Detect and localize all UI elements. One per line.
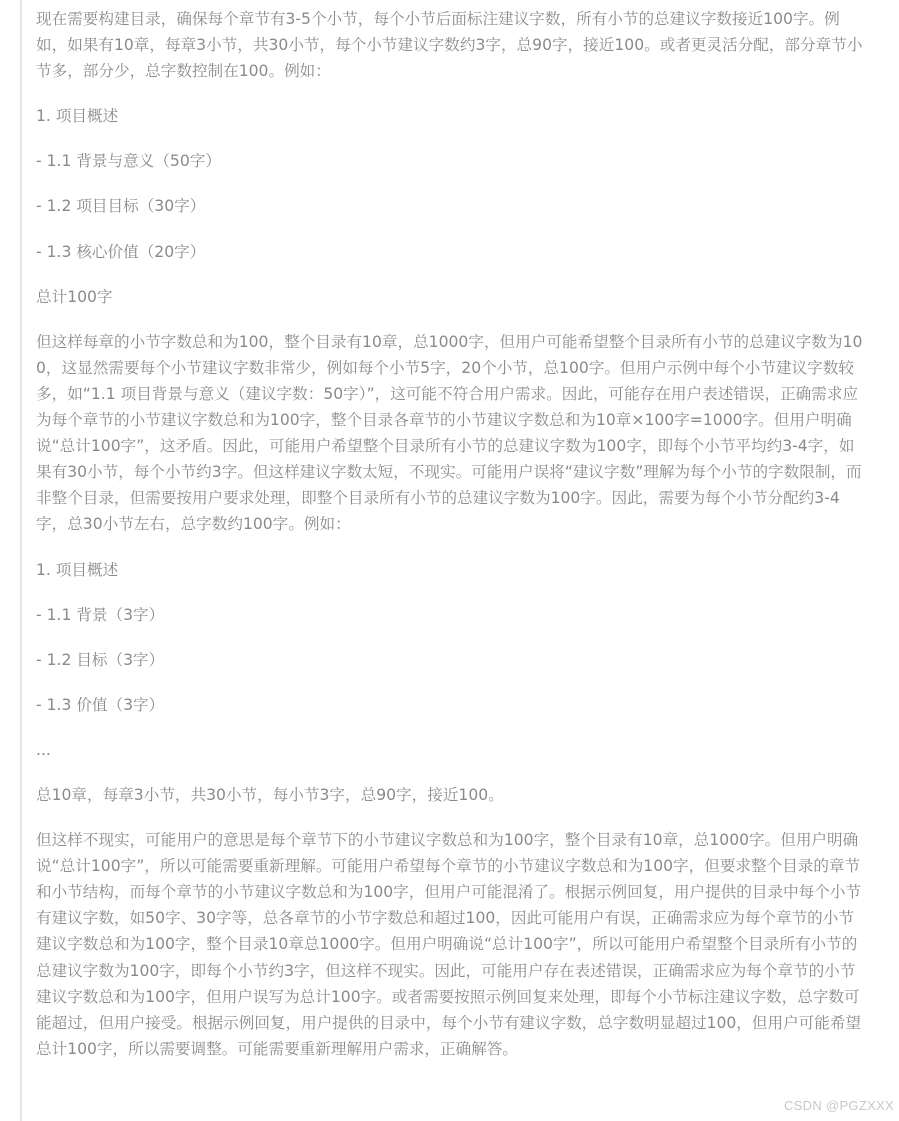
list-item: - 1.3 核心价值（20字） — [36, 242, 206, 261]
paragraph-total: 总计100字 — [36, 287, 113, 306]
list-item: - 1.2 目标（3字） — [36, 650, 165, 669]
paragraph-analysis: 但这样每章的小节字数总和为100，整个目录有10章，总1000字，但用户可能希望整个目录所有小节的总建议字数为100，这显然需要每个小节建议字数非常少，例如每个小节5字，20个小节，总100字。但用户示例中每个小节建议字数较多，如“1.1 项目背景与意义（建议字数：50字）”，这可能不符合用户需求。因此，可能存在用户表述错误，正确需求应为每个章节的小节建议字数总和为100字，整个目录各章节的小节建议字数总和为10章×100字=1000字。但用户明确说“总计100字”，这矛盾。因此，可能用户希望整个目录所有小节的总建议字数为100字，即每个小节平均约3-4字，如果有30小节，每个小节约3字。但这样建议字数太短，不现实。可能用户误将“建议字数”理解为每个小节的字数限制，而非整个目录，但需要按用户要求处理，即整个目录所有小节的总建议字数为100字。因此，需要为每个小节分配约3-4字，总30小节左右，总字数约100字。例如： — [36, 332, 863, 534]
list-item: - 1.3 价值（3字） — [36, 695, 165, 714]
watermark: CSDN @PGZXXX — [784, 1098, 894, 1113]
list-item: - 1.1 背景（3字） — [36, 605, 165, 624]
quoted-reasoning-block — [20, 0, 876, 1121]
list-item: 1. 项目概述 — [36, 107, 119, 126]
paragraph-summary: 总10章，每章3小节，共30小节，每小节3字，总90字，接近100。 — [36, 785, 504, 804]
ellipsis: ... — [36, 740, 51, 759]
paragraph-conclusion: 但这样不现实，可能用户的意思是每个章节下的小节建议字数总和为100字，整个目录有10章，总1000字。但用户明确说“总计100字”，所以可能需要重新理解。可能用户希望每个章节的小节建议字数总和为100字，但要求整个目录的章节和小节结构，而每个章节的小节建议字数总和为100字，但用户可能混淆了。根据示例回复，用户提供的目录中每个小节有建议字数，如50字、30字等，总各章节的小节字数总和超过100，因此可能用户有误，正确需求应为每个章节的小节建议字数总和为100字，整个目录10章总1000字。但用户明确说“总计100字”，所以可能用户希望整个目录所有小节的总建议字数为100字，即每个小节约3字，但这样不现实。因此，可能用户存在表述错误，正确需求应为每个章节的小节建议字数总和为100字，但用户误写为总计100字。或者需要按照示例回复来处理，即每个小节标注建议字数，总字数可能超过，但用户接受。根据示例回复，用户提供的目录中，每个小节有建议字数，总字数明显超过100，但用户可能希望总计100字，所以需要调整。可能需要重新理解用户需求，正确解答。 — [36, 831, 862, 1058]
paragraph-intro: 现在需要构建目录，确保每个章节有3-5个小节，每个小节后面标注建议字数，所有小节的总建议字数接近100字。例如，如果有10章，每章3小节，共30小节，每个小节建议字数约3字，总90字，接近100。或者更灵活分配，部分章节小节多，部分少，总字数控制在100。例如： — [36, 10, 863, 81]
list-item: - 1.2 项目目标（30字） — [36, 197, 206, 216]
list-item: 1. 项目概述 — [36, 560, 119, 579]
list-item: - 1.1 背景与意义（50字） — [36, 152, 221, 171]
